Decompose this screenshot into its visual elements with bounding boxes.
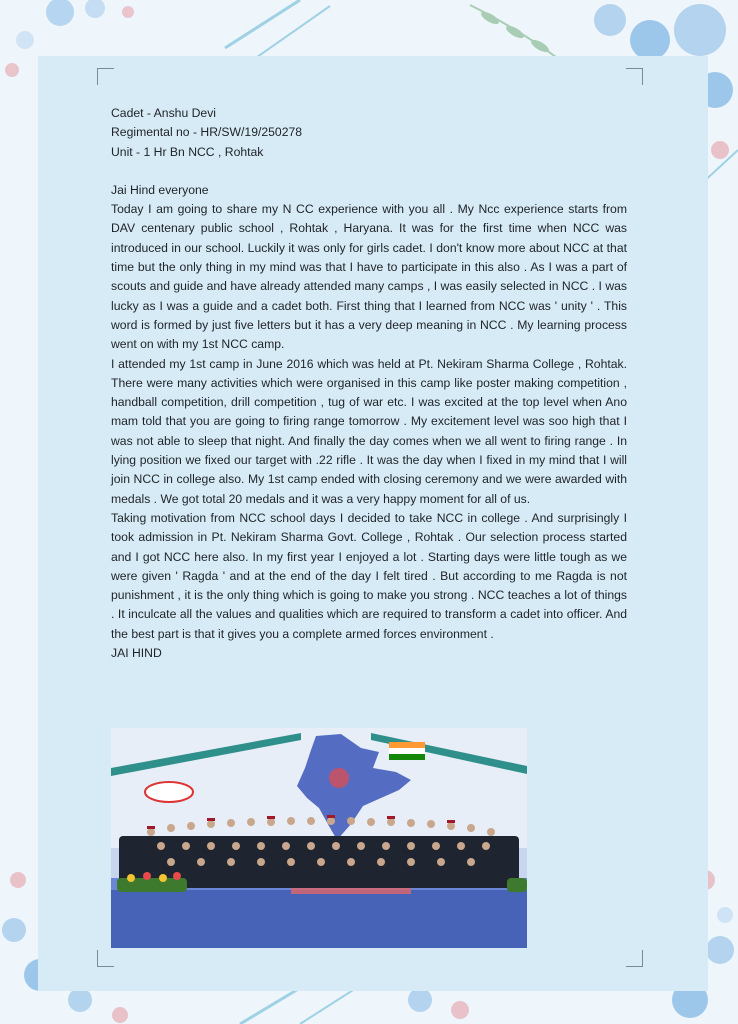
unit-name: Unit - 1 Hr Bn NCC , Rohtak bbox=[111, 144, 264, 159]
paragraph: Taking motivation from NCC school days I decided to take NCC in college . And surprisingly I took admission in Pt. Nekiram Sharma Govt. College , Rohtak . Our selection process started and I got NCC here also. In my first year I enjoyed a lot . Starting days were little tough as we were given ' Ragda ' and at the end of the day I felt tired . But according to me Ragda is not punishment , it is the only thing which is going to make you strong . NCC teaches a lot of things . It inculcate all the values and qualities which are required to transform a cadet into officer. And the best part is that it gives you a complete armed forces environment . bbox=[111, 510, 627, 641]
corner-mark bbox=[626, 68, 643, 85]
corner-mark bbox=[97, 950, 114, 967]
cadet-name: Cadet - Anshu Devi bbox=[111, 106, 217, 120]
corner-mark bbox=[626, 950, 643, 967]
closing-salutation: JAI HIND bbox=[111, 646, 162, 661]
spacer bbox=[111, 162, 627, 181]
group-photo-image bbox=[111, 728, 527, 948]
group-photo bbox=[111, 728, 527, 948]
paragraph: I attended my 1st camp in June 2016 which was held at Pt. Nekiram Sharma College , Rohtak. There were many activities which were organised in this camp like poster making competition , handball competition, drill competition , tug of war etc. I was excited at the top level when Ano mam told that you are going to firing range tomorrow . My excitement level was soo high that I was not able to sleep that night. And finally the day comes when we all went to firing range . In lying position we fixed our target with .22 rifle . It was the day when I fixed in my mind that I will join NCC in college also. My 1st camp ended with closing ceremony and we were awarded with medals . We got total 20 medals and it was a very happy moment for all of us. bbox=[111, 356, 627, 506]
letter-content bbox=[111, 104, 627, 663]
regimental-number: Regimental no - HR/SW/19/250278 bbox=[111, 125, 303, 140]
corner-mark bbox=[97, 68, 114, 85]
paragraph: Today I am going to share my N CC experience with you all . My Ncc experience starts from DAV centenary public school , Rohtak , Haryana. It was for the first time when NCC was introduced in our school. Luckily it was only for girls cadet. I don't know more about NCC at that time but the only thing in my mind was that I have to participate in this also . As I was a part of scouts and guide and have already attended many camps , I was easily selected in NCC . I was lucky as I was a guide and a cadet both. First thing that I learned from NCC was ' unity ' . This word is formed by just five letters but it has a very deep meaning in NCC . My learning process went on with my 1st NCC camp. bbox=[111, 202, 627, 352]
greeting: Jai Hind everyone bbox=[111, 182, 209, 197]
